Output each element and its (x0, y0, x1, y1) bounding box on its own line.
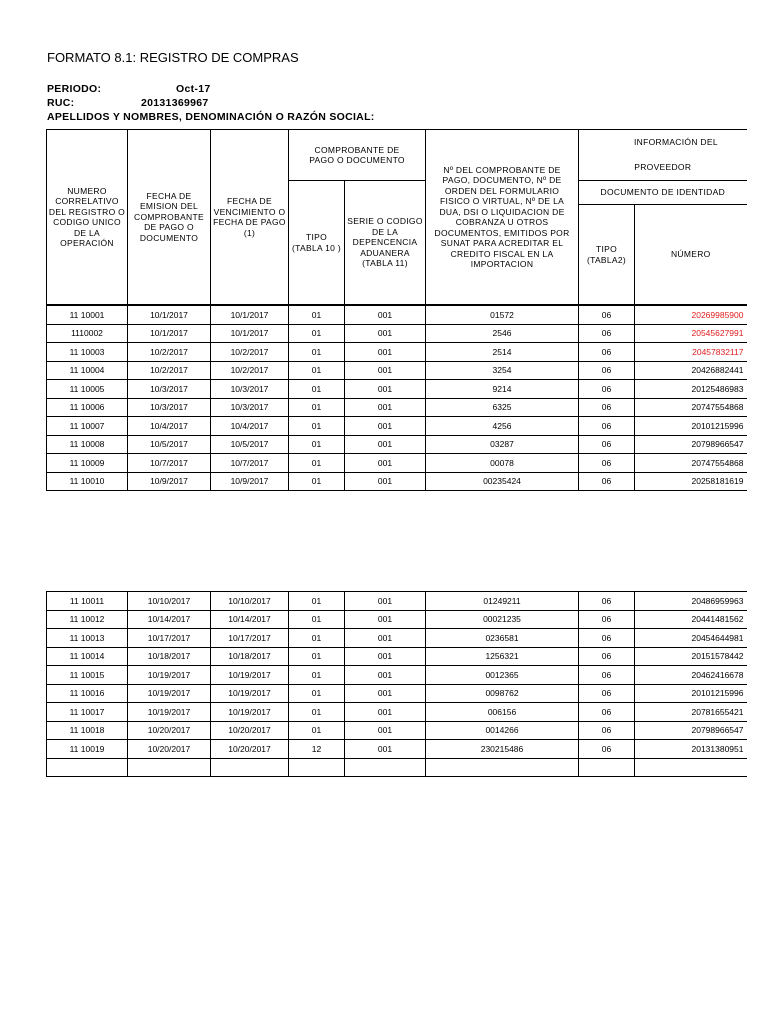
cell-numero-doc: 20747554868 (635, 454, 747, 473)
cell-tipo-doc: 06 (579, 703, 635, 722)
periodo-value: Oct-17 (176, 83, 211, 95)
cell-numero-correlativo: 11 10011 (47, 592, 128, 611)
cell-nro-comprobante: 1256321 (426, 647, 579, 666)
cell-serie: 001 (345, 417, 426, 436)
cell-tipo-doc: 06 (579, 629, 635, 648)
group-header-informacion: INFORMACIÓN DEL (634, 137, 718, 147)
cell-tipo: 01 (289, 647, 345, 666)
cell-fecha-vencimiento: 10/10/2017 (211, 592, 289, 611)
cell-serie (345, 758, 426, 777)
cell-nro-comprobante: 3254 (426, 361, 579, 380)
cell-serie: 001 (345, 647, 426, 666)
cell-fecha-emision: 10/1/2017 (128, 306, 211, 325)
cell-fecha-emision: 10/19/2017 (128, 684, 211, 703)
table-row (47, 740, 747, 759)
cell-serie: 001 (345, 343, 426, 362)
cell-fecha-emision: 10/9/2017 (128, 472, 211, 491)
cell-fecha-vencimiento: 10/18/2017 (211, 647, 289, 666)
cell-numero-doc: 20462416678 (635, 666, 747, 685)
cell-fecha-emision: 10/18/2017 (128, 647, 211, 666)
cell-numero-correlativo: 11 10010 (47, 472, 128, 491)
cell-tipo-doc: 06 (579, 592, 635, 611)
cell-fecha-vencimiento: 10/7/2017 (211, 454, 289, 473)
table-row (47, 647, 747, 666)
group-header-documento-identidad: DOCUMENTO DE IDENTIDAD (579, 181, 747, 205)
cell-numero-correlativo: 11 10001 (47, 306, 128, 325)
cell-fecha-emision: 10/17/2017 (128, 629, 211, 648)
cell-tipo-doc: 06 (579, 684, 635, 703)
cell-tipo (289, 758, 345, 777)
cell-fecha-emision: 10/7/2017 (128, 454, 211, 473)
cell-numero-doc (635, 758, 747, 777)
cell-numero-doc: 20125486983 (635, 380, 747, 399)
cell-serie: 001 (345, 592, 426, 611)
ruc-value: 20131369967 (141, 97, 209, 109)
cell-tipo-doc: 06 (579, 454, 635, 473)
cell-fecha-vencimiento: 10/9/2017 (211, 472, 289, 491)
cell-tipo: 01 (289, 306, 345, 325)
cell-nro-comprobante: 03287 (426, 435, 579, 454)
cell-fecha-vencimiento: 10/2/2017 (211, 343, 289, 362)
cell-tipo-doc: 06 (579, 472, 635, 491)
cell-serie: 001 (345, 361, 426, 380)
cell-numero-correlativo: 1110002 (47, 324, 128, 343)
cell-numero-doc: 20258181619 (635, 472, 747, 491)
cell-tipo-doc (579, 758, 635, 777)
cell-serie: 001 (345, 380, 426, 399)
cell-tipo-doc: 06 (579, 740, 635, 759)
group-header-info-proveedor (579, 130, 747, 181)
col-header-tipo-doc: TIPO (TABLA2) (579, 205, 635, 305)
cell-serie: 001 (345, 703, 426, 722)
ruc-label: RUC: (47, 97, 75, 109)
cell-tipo: 01 (289, 684, 345, 703)
cell-tipo: 01 (289, 435, 345, 454)
cell-fecha-emision: 10/3/2017 (128, 398, 211, 417)
cell-tipo-doc: 06 (579, 666, 635, 685)
cell-tipo: 01 (289, 361, 345, 380)
header-table (46, 129, 747, 305)
cell-serie: 001 (345, 666, 426, 685)
cell-numero-doc: 20101215996 (635, 684, 747, 703)
cell-tipo: 01 (289, 324, 345, 343)
cell-nro-comprobante: 6325 (426, 398, 579, 417)
cell-tipo-doc: 06 (579, 306, 635, 325)
cell-fecha-vencimiento: 10/19/2017 (211, 684, 289, 703)
cell-fecha-vencimiento: 10/2/2017 (211, 361, 289, 380)
cell-numero-correlativo: 11 10012 (47, 610, 128, 629)
group-header-proveedor: PROVEEDOR (634, 162, 692, 172)
cell-numero-doc: 20101215996 (635, 417, 747, 436)
table-row (47, 380, 747, 399)
cell-nro-comprobante: 006156 (426, 703, 579, 722)
cell-fecha-vencimiento: 10/1/2017 (211, 324, 289, 343)
cell-tipo-doc: 06 (579, 343, 635, 362)
cell-fecha-vencimiento: 10/4/2017 (211, 417, 289, 436)
cell-tipo: 01 (289, 629, 345, 648)
cell-numero-doc: 20781655421 (635, 703, 747, 722)
col-header-tipo: TIPO (TABLA 10 ) (289, 181, 345, 305)
cell-tipo-doc: 06 (579, 417, 635, 436)
cell-nro-comprobante: 0012365 (426, 666, 579, 685)
cell-fecha-emision: 10/20/2017 (128, 740, 211, 759)
cell-fecha-vencimiento: 10/19/2017 (211, 703, 289, 722)
cell-numero-correlativo: 11 10008 (47, 435, 128, 454)
cell-tipo-doc: 06 (579, 380, 635, 399)
cell-tipo-doc: 06 (579, 398, 635, 417)
cell-tipo: 01 (289, 398, 345, 417)
cell-fecha-vencimiento: 10/5/2017 (211, 435, 289, 454)
cell-fecha-emision: 10/2/2017 (128, 361, 211, 380)
cell-nro-comprobante: 4256 (426, 417, 579, 436)
cell-serie: 001 (345, 398, 426, 417)
col-header-serie: SERIE O CODIGO DE LA DEPENCENCIA ADUANERA (TABLA 11) (345, 181, 426, 305)
cell-fecha-emision: 10/3/2017 (128, 380, 211, 399)
cell-nro-comprobante: 0098762 (426, 684, 579, 703)
table-row (47, 610, 747, 629)
cell-tipo: 01 (289, 592, 345, 611)
cell-fecha-vencimiento: 10/3/2017 (211, 398, 289, 417)
col-header-fecha-vencimiento: FECHA DE VENCIMIENTO O FECHA DE PAGO (1) (211, 130, 289, 305)
cell-fecha-vencimiento: 10/20/2017 (211, 721, 289, 740)
cell-fecha-emision: 10/1/2017 (128, 324, 211, 343)
table-row (47, 306, 747, 325)
cell-numero-correlativo: 11 10003 (47, 343, 128, 362)
data-table-1 (46, 305, 747, 491)
table-row (47, 684, 747, 703)
cell-numero-doc: 20454644981 (635, 629, 747, 648)
razon-social-label: APELLIDOS Y NOMBRES, DENOMINACIÓN O RAZÓN SOCIAL: (47, 111, 375, 123)
cell-numero-doc: 20486959963 (635, 592, 747, 611)
cell-tipo: 01 (289, 703, 345, 722)
cell-numero-correlativo: 11 10006 (47, 398, 128, 417)
cell-serie: 001 (345, 435, 426, 454)
cell-tipo-doc: 06 (579, 435, 635, 454)
cell-tipo: 01 (289, 666, 345, 685)
cell-numero-correlativo: 11 10017 (47, 703, 128, 722)
cell-numero-correlativo: 11 10015 (47, 666, 128, 685)
data-table-2 (46, 591, 747, 777)
cell-serie: 001 (345, 472, 426, 491)
cell-tipo-doc: 06 (579, 721, 635, 740)
cell-fecha-vencimiento: 10/20/2017 (211, 740, 289, 759)
cell-nro-comprobante: 00235424 (426, 472, 579, 491)
cell-tipo-doc: 06 (579, 361, 635, 380)
page-title: FORMATO 8.1: REGISTRO DE COMPRAS (47, 50, 299, 65)
cell-numero-doc: 20269985900 (635, 306, 747, 325)
cell-fecha-vencimiento: 10/19/2017 (211, 666, 289, 685)
cell-nro-comprobante: 00078 (426, 454, 579, 473)
table-row (47, 361, 747, 380)
cell-serie: 001 (345, 610, 426, 629)
cell-tipo: 01 (289, 380, 345, 399)
cell-tipo-doc: 06 (579, 647, 635, 666)
cell-tipo-doc: 06 (579, 610, 635, 629)
cell-numero-correlativo: 11 10014 (47, 647, 128, 666)
cell-tipo: 01 (289, 343, 345, 362)
cell-tipo-doc: 06 (579, 324, 635, 343)
cell-numero-doc: 20545627991 (635, 324, 747, 343)
cell-numero-correlativo: 11 10005 (47, 380, 128, 399)
cell-numero-correlativo: 11 10018 (47, 721, 128, 740)
cell-numero-doc: 20798966547 (635, 721, 747, 740)
cell-fecha-emision (128, 758, 211, 777)
cell-fecha-emision: 10/4/2017 (128, 417, 211, 436)
table-row (47, 343, 747, 362)
cell-numero-correlativo: 11 10013 (47, 629, 128, 648)
cell-fecha-vencimiento (211, 758, 289, 777)
cell-numero-correlativo: 11 10016 (47, 684, 128, 703)
cell-fecha-vencimiento: 10/17/2017 (211, 629, 289, 648)
cell-serie: 001 (345, 454, 426, 473)
cell-tipo: 01 (289, 721, 345, 740)
cell-tipo: 01 (289, 454, 345, 473)
periodo-label: PERIODO: (47, 83, 102, 95)
cell-serie: 001 (345, 721, 426, 740)
cell-numero-correlativo (47, 758, 128, 777)
cell-nro-comprobante: 2514 (426, 343, 579, 362)
cell-numero-doc: 20426882441 (635, 361, 747, 380)
cell-nro-comprobante: 2546 (426, 324, 579, 343)
cell-fecha-vencimiento: 10/14/2017 (211, 610, 289, 629)
table-row (47, 629, 747, 648)
cell-numero-correlativo: 11 10009 (47, 454, 128, 473)
group-header-comprobante: COMPROBANTE DE PAGO O DOCUMENTO (289, 130, 426, 181)
cell-numero-doc: 20441481562 (635, 610, 747, 629)
col-header-fecha-emision: FECHA DE EMISION DEL COMPROBANTE DE PAGO O DOCUMENTO (128, 130, 211, 305)
cell-nro-comprobante: 01249211 (426, 592, 579, 611)
cell-serie: 001 (345, 324, 426, 343)
table-row (47, 398, 747, 417)
cell-tipo: 12 (289, 740, 345, 759)
cell-nro-comprobante: 9214 (426, 380, 579, 399)
table-row (47, 435, 747, 454)
cell-serie: 001 (345, 306, 426, 325)
cell-numero-doc: 20457832117 (635, 343, 747, 362)
cell-numero-correlativo: 11 10007 (47, 417, 128, 436)
table-row (47, 758, 747, 777)
cell-fecha-emision: 10/19/2017 (128, 703, 211, 722)
col-header-numero-correlativo: NUMERO CORRELATIVO DEL REGISTRO O CODIGO UNICO DE LA OPERACIÓN (47, 130, 128, 305)
cell-fecha-vencimiento: 10/3/2017 (211, 380, 289, 399)
cell-fecha-emision: 10/5/2017 (128, 435, 211, 454)
table-row (47, 417, 747, 436)
table-row (47, 472, 747, 491)
table-row (47, 666, 747, 685)
cell-fecha-emision: 10/14/2017 (128, 610, 211, 629)
col-header-numero-doc: NÚMERO (635, 205, 747, 305)
table-row (47, 454, 747, 473)
cell-numero-doc: 20151578442 (635, 647, 747, 666)
cell-numero-correlativo: 11 10004 (47, 361, 128, 380)
cell-nro-comprobante: 0014266 (426, 721, 579, 740)
cell-fecha-vencimiento: 10/1/2017 (211, 306, 289, 325)
cell-serie: 001 (345, 740, 426, 759)
cell-numero-correlativo: 11 10019 (47, 740, 128, 759)
cell-tipo: 01 (289, 417, 345, 436)
cell-numero-doc: 20798966547 (635, 435, 747, 454)
cell-tipo: 01 (289, 610, 345, 629)
cell-fecha-emision: 10/19/2017 (128, 666, 211, 685)
cell-nro-comprobante: 01572 (426, 306, 579, 325)
cell-serie: 001 (345, 684, 426, 703)
cell-serie: 001 (345, 629, 426, 648)
cell-numero-doc: 20747554868 (635, 398, 747, 417)
cell-numero-doc: 20131380951 (635, 740, 747, 759)
col-header-nro-comprobante: Nº DEL COMPROBANTE DE PAGO, DOCUMENTO, Nº DE ORDEN DEL FORMULARIO FISICO O VIRTUAL, Nº DE LA DUA, DSI O LIQUIDACION DE COBRANZA U OTROS DOCUMENTOS, EMITIDOS POR SUNAT PARA ACREDITAR EL CREDITO FISCAL EN LA IMPORTACION (426, 130, 579, 305)
cell-nro-comprobante (426, 758, 579, 777)
cell-fecha-emision: 10/2/2017 (128, 343, 211, 362)
table-row (47, 324, 747, 343)
cell-nro-comprobante: 230215486 (426, 740, 579, 759)
table-row (47, 592, 747, 611)
cell-fecha-emision: 10/10/2017 (128, 592, 211, 611)
cell-fecha-emision: 10/20/2017 (128, 721, 211, 740)
table-row (47, 721, 747, 740)
cell-nro-comprobante: 00021235 (426, 610, 579, 629)
cell-tipo: 01 (289, 472, 345, 491)
cell-nro-comprobante: 0236581 (426, 629, 579, 648)
table-row (47, 703, 747, 722)
